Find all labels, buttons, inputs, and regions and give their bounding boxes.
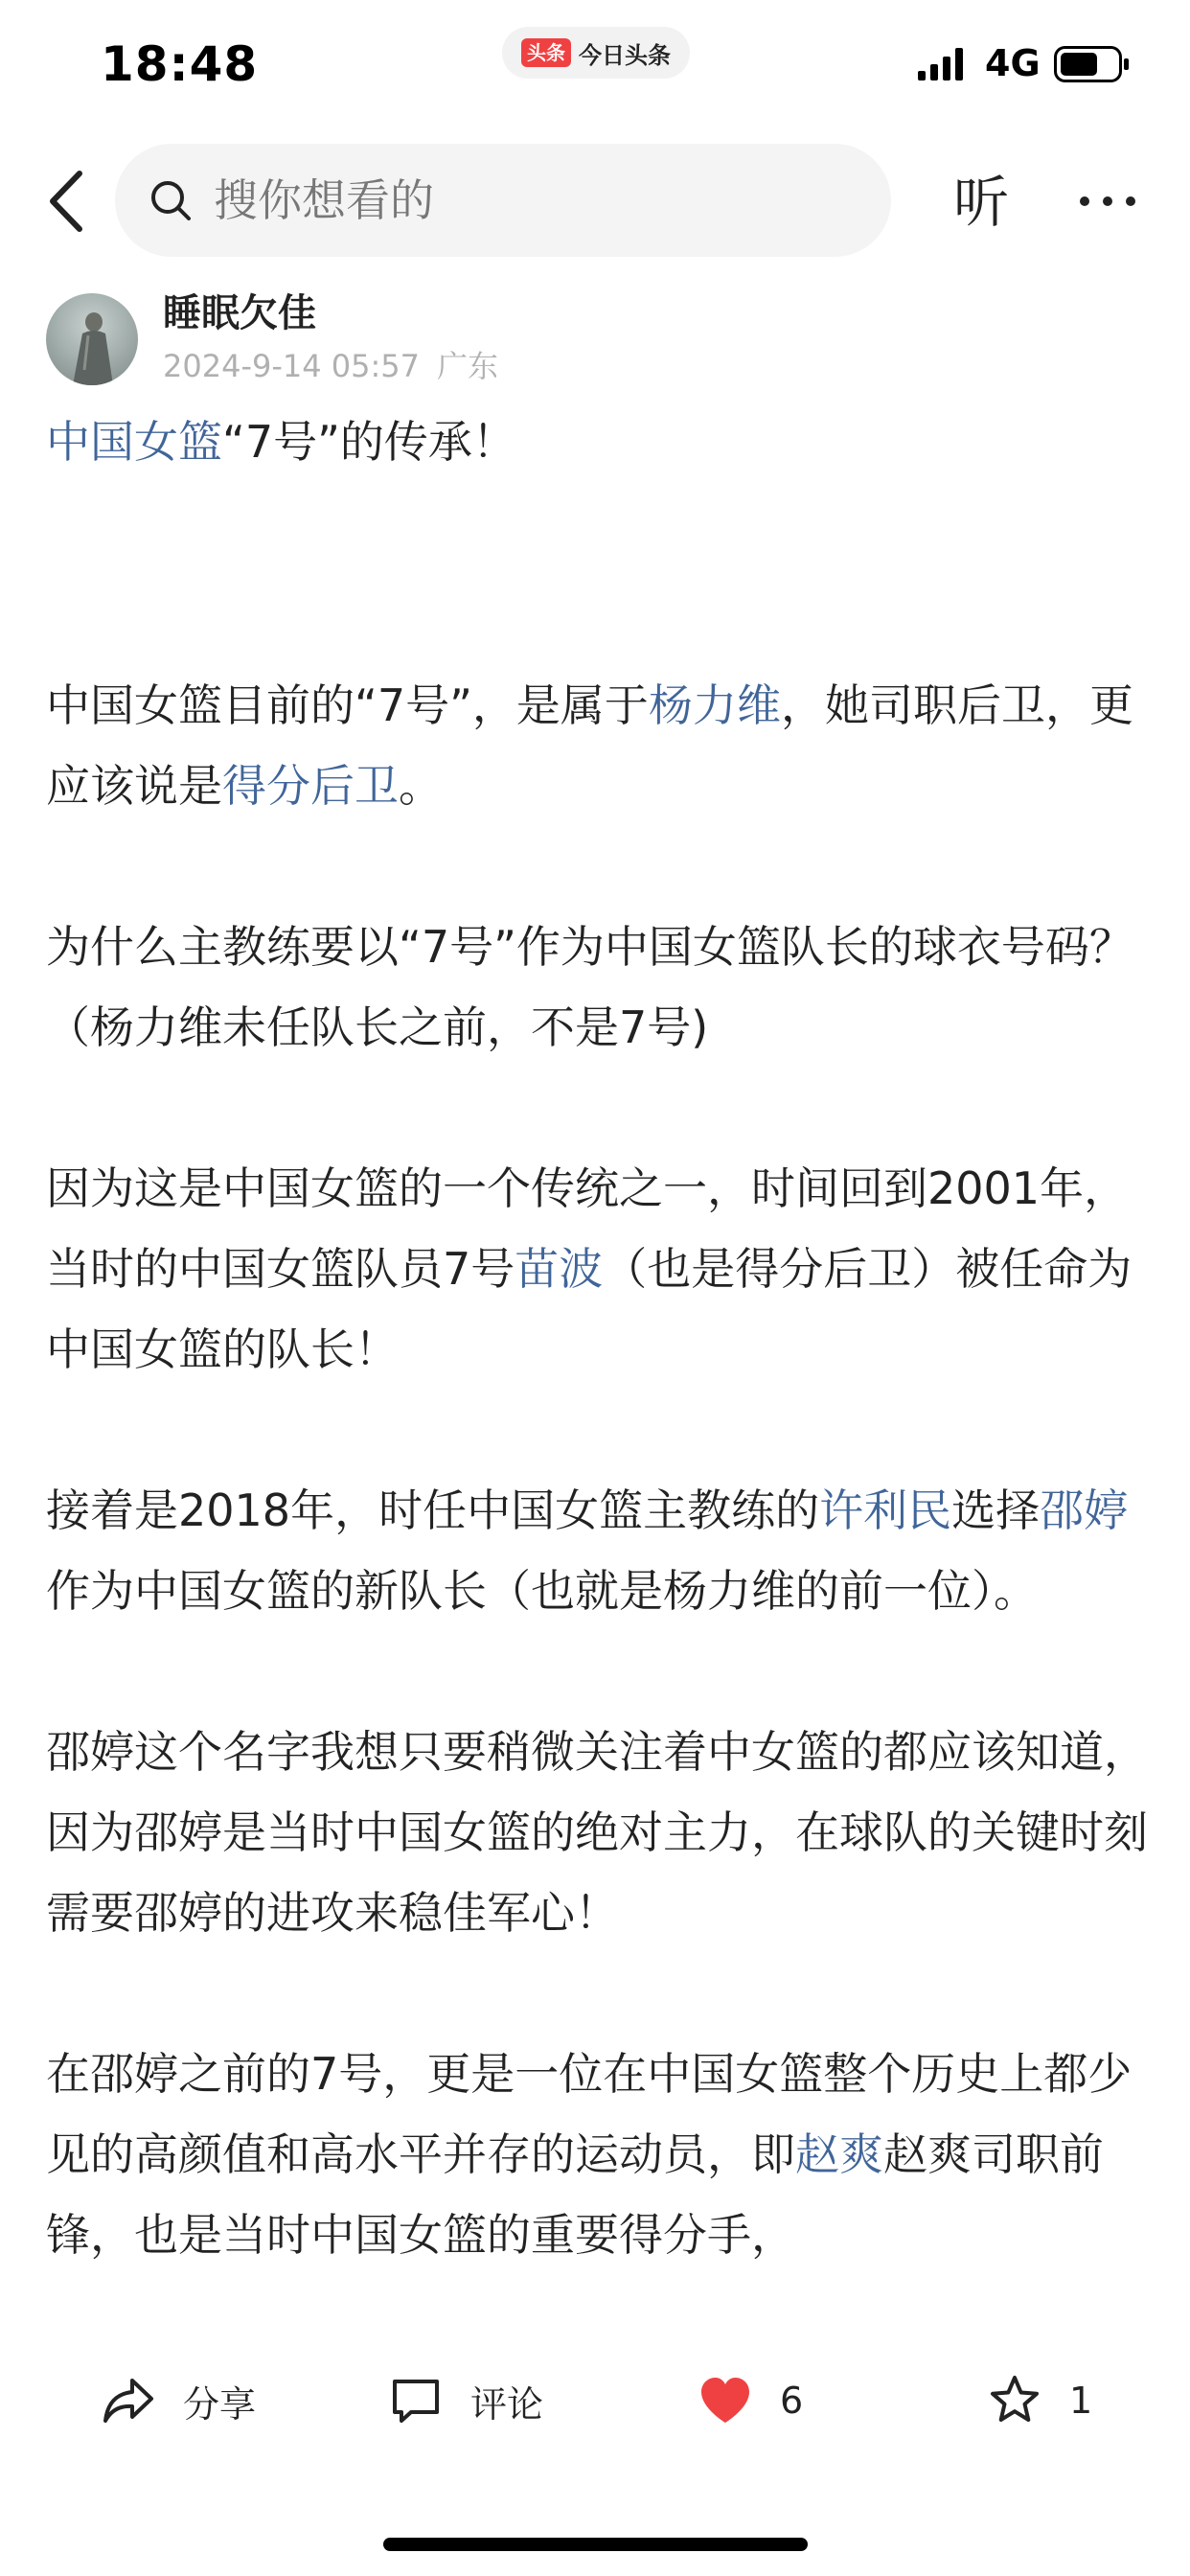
favorite-count: 1 xyxy=(1069,2380,1093,2422)
like-button[interactable] xyxy=(698,2372,803,2429)
paragraph-text: ，她司职后卫，更应该说是 xyxy=(46,679,1133,812)
link-xu-limin[interactable]: 许利民 xyxy=(819,1484,952,1536)
app-source-pill[interactable] xyxy=(502,27,690,79)
favorite-button[interactable] xyxy=(987,2372,1092,2429)
author-name[interactable]: 睡眠欠佳 xyxy=(163,291,316,335)
share-label: 分享 xyxy=(183,2382,257,2426)
paragraph-text: 。 xyxy=(399,760,443,812)
listen-button[interactable]: 听 xyxy=(953,170,1010,235)
paragraph-text: 接着是2018年，时任中国女篮主教练的 xyxy=(46,1484,820,1536)
like-count: 6 xyxy=(780,2380,804,2422)
comment-label: 评论 xyxy=(470,2382,544,2426)
paragraph-text: 因为这是中国女篮的一个传统之一，时间回到2001年，当时的中国女篮队员7号 xyxy=(46,1162,1129,1295)
link-shao-ting[interactable]: 邵婷 xyxy=(1040,1484,1129,1536)
link-yang-liwei[interactable]: 杨力维 xyxy=(648,679,781,731)
link-zhao-shuang[interactable]: 赵爽 xyxy=(795,2128,883,2180)
heart-icon xyxy=(698,2373,753,2428)
search-icon xyxy=(149,178,193,222)
paragraph-4 xyxy=(46,1470,1148,1631)
status-time: 18:48 xyxy=(101,36,259,92)
paragraph-6 xyxy=(46,2034,1148,2275)
network-type: 4G xyxy=(985,42,1041,84)
star-icon xyxy=(987,2373,1042,2428)
link-shooting-guard[interactable]: 得分后卫 xyxy=(222,760,399,812)
paragraph-text: 在邵婷之前的7号，更是一位在中国女篮整个历史上都少见的高颜值和高水平并存的运动员，即 xyxy=(46,2048,1133,2180)
comment-bubble-icon xyxy=(388,2373,444,2428)
paragraph-1 xyxy=(46,665,1148,826)
paragraph-2: 为什么主教练要以“7号”作为中国女篮队长的球衣号码？（杨力维未任队长之前，不是7号) xyxy=(46,921,1133,1053)
post-location: 广东 xyxy=(437,348,499,384)
signal-icon xyxy=(918,48,966,80)
comment-button[interactable] xyxy=(388,2372,543,2429)
headline-text: “7号”的传承！ xyxy=(222,416,516,468)
link-miao-bo[interactable]: 苗波 xyxy=(515,1243,604,1295)
paragraph-text: 选择 xyxy=(951,1484,1041,1536)
post-meta xyxy=(163,347,498,385)
article-body xyxy=(46,410,1148,2275)
paragraph-text: 作为中国女篮的新队长（也就是杨力维的前一位）。 xyxy=(46,1565,1038,1617)
paragraph-5: 邵婷这个名字我想只要稍微关注着中女篮的都应该知道，因为邵婷是当时中国女篮的绝对主力，在球队的关键时刻需要邵婷的进攻来稳佳军心！ xyxy=(46,1726,1148,1939)
post-datetime: 2024-9-14 05:57 xyxy=(163,348,420,384)
avatar-figure-icon xyxy=(46,293,138,385)
search-placeholder: 搜你想看的 xyxy=(214,174,434,226)
paragraph-3 xyxy=(46,1148,1148,1390)
bottom-action-bar xyxy=(0,2343,1190,2468)
app-logo: 头条 xyxy=(521,38,571,67)
search-input[interactable] xyxy=(115,144,891,257)
share-button[interactable] xyxy=(101,2372,256,2429)
paragraph-text: （也是得分后卫）被任命为中国女篮的队长！ xyxy=(46,1243,1133,1375)
back-icon[interactable] xyxy=(43,168,91,235)
share-arrow-icon xyxy=(101,2373,156,2428)
home-indicator[interactable] xyxy=(383,2538,808,2551)
app-name: 今日头条 xyxy=(579,41,671,69)
paragraph-text: 中国女篮目前的“7号”，是属于 xyxy=(46,679,649,731)
author-avatar[interactable] xyxy=(46,293,138,385)
more-dots-icon[interactable] xyxy=(1077,188,1138,215)
link-chinese-womens-basketball[interactable]: 中国女篮 xyxy=(46,416,222,468)
paragraph-text: 赵爽司职前锋，也是当时中国女篮的重要得分手， xyxy=(46,2128,1104,2261)
battery-icon xyxy=(1054,46,1131,82)
status-bar xyxy=(0,0,1190,134)
article-headline xyxy=(46,410,1148,473)
